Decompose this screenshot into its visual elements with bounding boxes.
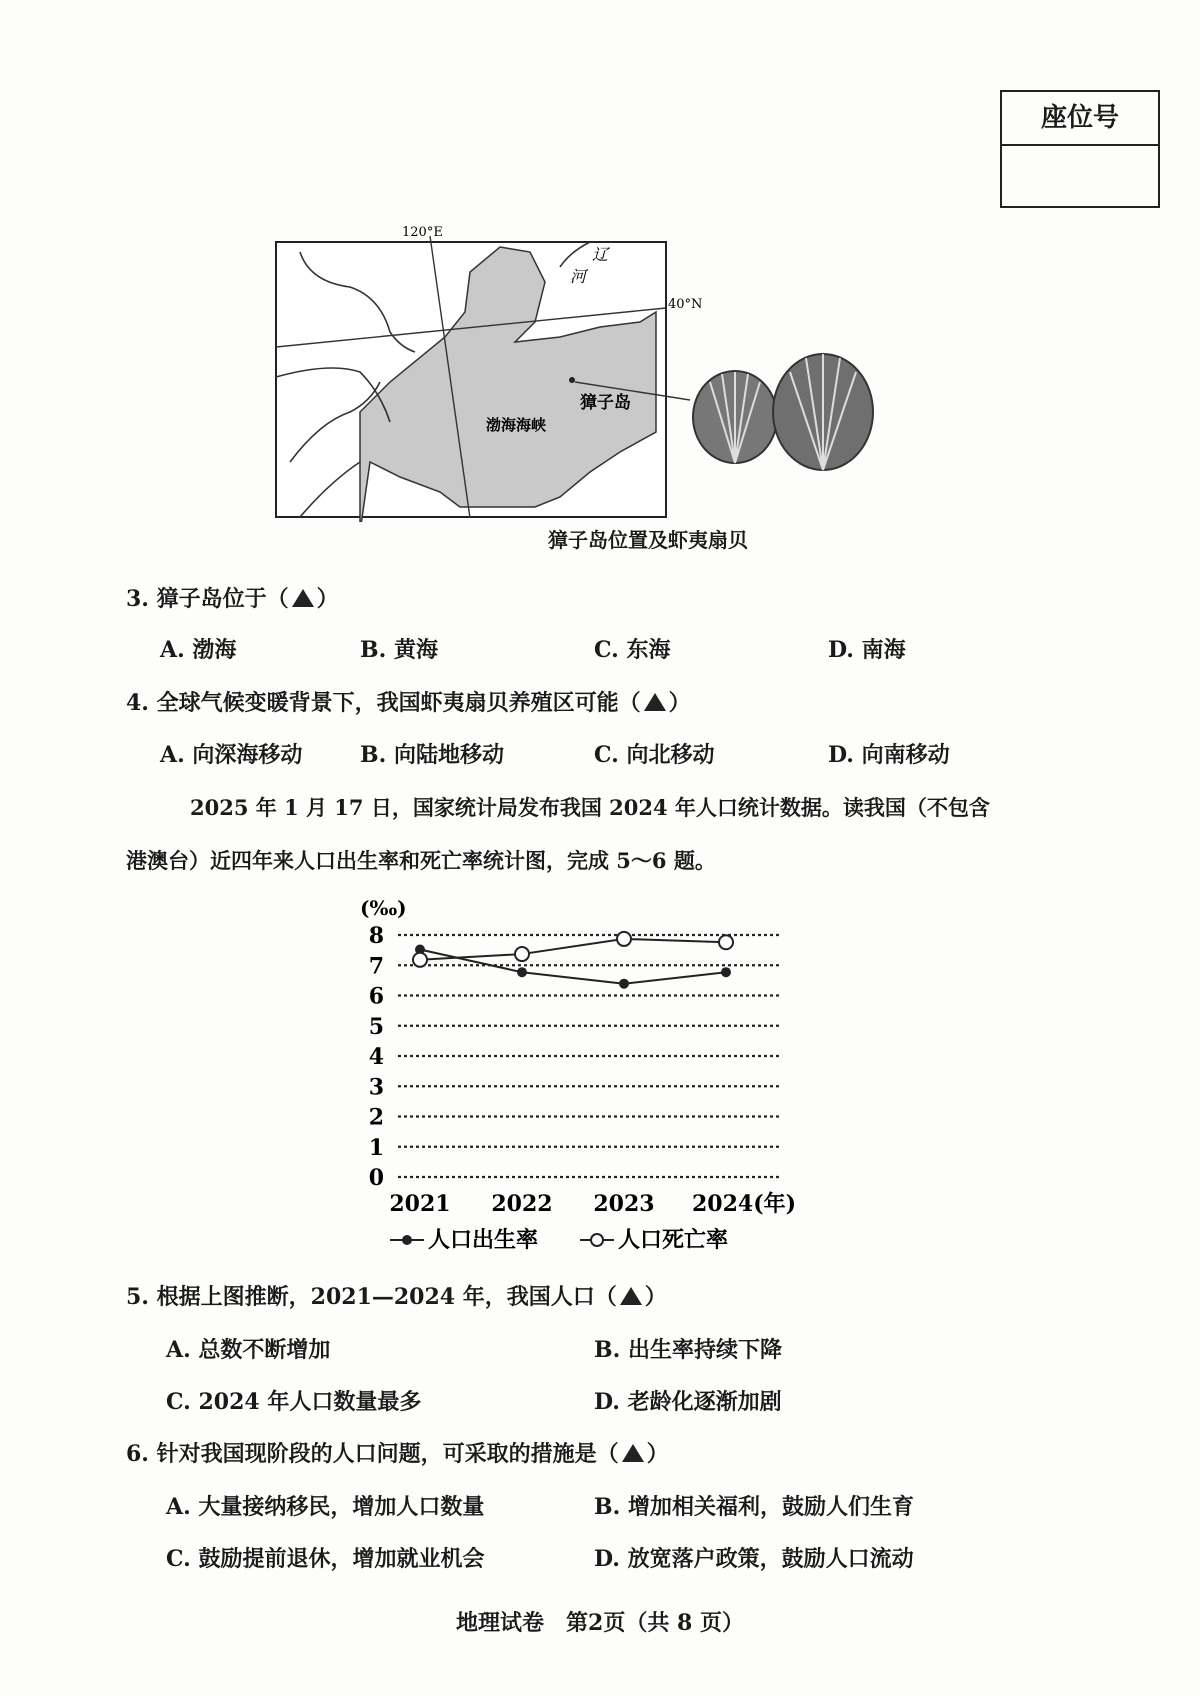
- y-tick-label: 8: [368, 923, 384, 949]
- question-stem: 根据上图推断，2021—2024 年，我国人口（: [156, 1284, 617, 1310]
- option-d[interactable]: D. 向南移动: [828, 742, 950, 768]
- death-rate-point: [413, 953, 427, 967]
- zhangzi-island-map: [270, 222, 890, 522]
- answer-triangle-icon: [622, 1444, 644, 1462]
- question-number: 6.: [126, 1441, 149, 1467]
- option-c[interactable]: C. 向北移动: [594, 742, 715, 768]
- answer-triangle-icon: [644, 693, 666, 711]
- option-c[interactable]: C. 鼓励提前退休，增加就业机会: [166, 1546, 485, 1572]
- river-label: 河: [570, 267, 587, 286]
- question-number: 3.: [126, 586, 149, 612]
- legend-marker: [402, 1235, 412, 1245]
- option-b[interactable]: B. 出生率持续下降: [594, 1337, 782, 1363]
- question-3: 3. 獐子岛位于（ ）: [126, 586, 339, 612]
- question-5: 5. 根据上图推断，2021—2024 年，我国人口（ ）: [126, 1284, 667, 1310]
- question-number: 5.: [126, 1284, 149, 1310]
- intro-line-2: 港澳台）近四年来人口出生率和死亡率统计图，完成 5～6 题。: [126, 848, 716, 873]
- answer-triangle-icon: [292, 589, 314, 607]
- intro-line-1: 2025 年 1 月 17 日，国家统计局发布我国 2024 年人口统计数据。读我国（不包含: [190, 795, 990, 820]
- option-c[interactable]: C. 2024 年人口数量最多: [166, 1389, 422, 1415]
- answer-triangle-icon: [620, 1287, 642, 1305]
- option-b[interactable]: B. 黄海: [360, 637, 438, 663]
- river-label: 辽: [592, 245, 609, 264]
- option-a[interactable]: A. 大量接纳移民，增加人口数量: [166, 1494, 485, 1520]
- y-tick-label: 1: [368, 1134, 384, 1161]
- question-4: 4. 全球气候变暖背景下，我国虾夷扇贝养殖区可能（ ）: [126, 690, 691, 716]
- option-b[interactable]: B. 增加相关福利，鼓励人们生育: [594, 1494, 914, 1520]
- strait-label: 渤海海峡: [486, 416, 547, 434]
- longitude-label: 120°E: [402, 225, 443, 240]
- seat-number-label: 座位号: [1002, 92, 1158, 146]
- y-tick-label: 6: [368, 983, 384, 1010]
- series-line-birth-rate: [420, 950, 726, 984]
- death-rate-point: [719, 935, 733, 949]
- question-stem: 獐子岛位于（: [156, 586, 289, 612]
- y-tick-label: 3: [368, 1074, 384, 1101]
- question-stem: 针对我国现阶段的人口问题，可采取的措施是（: [156, 1441, 619, 1467]
- series-line-death-rate: [420, 939, 726, 960]
- legend-marker: [591, 1234, 603, 1246]
- question-stem: 全球气候变暖背景下，我国虾夷扇贝养殖区可能（: [156, 690, 641, 716]
- legend-label: 人口出生率: [428, 1227, 539, 1253]
- page-footer: 地理试卷 第2页（共 8 页）: [456, 1610, 744, 1636]
- option-a[interactable]: A. 渤海: [160, 637, 237, 663]
- island-label: 獐子岛: [580, 393, 631, 413]
- latitude-label: 40°N: [668, 297, 703, 312]
- birth-rate-point: [517, 967, 527, 977]
- question-number: 4.: [126, 690, 149, 716]
- question-6: 6. 针对我国现阶段的人口问题，可采取的措施是（ ）: [126, 1441, 669, 1467]
- option-d[interactable]: D. 南海: [828, 637, 906, 663]
- map-caption: 獐子岛位置及虾夷扇贝: [548, 528, 748, 552]
- population-rate-chart: [340, 885, 820, 1265]
- y-tick-label: 2: [368, 1104, 384, 1131]
- y-tick-label: 4: [368, 1044, 384, 1070]
- x-tick-label: 2024(年): [691, 1191, 797, 1217]
- x-tick-label: 2021: [389, 1191, 451, 1217]
- option-a[interactable]: A. 向深海移动: [160, 742, 303, 768]
- option-c[interactable]: C. 东海: [594, 637, 671, 663]
- death-rate-point: [617, 932, 631, 946]
- y-tick-label: 0: [368, 1165, 384, 1191]
- option-a[interactable]: A. 总数不断增加: [166, 1337, 331, 1363]
- death-rate-point: [515, 947, 529, 961]
- option-d[interactable]: D. 放宽落户政策，鼓励人口流动: [594, 1546, 914, 1572]
- birth-rate-point: [721, 967, 731, 977]
- y-axis-unit: (‰): [360, 896, 407, 920]
- option-d[interactable]: D. 老龄化逐渐加剧: [594, 1389, 782, 1415]
- option-b[interactable]: B. 向陆地移动: [360, 742, 504, 768]
- x-tick-label: 2022: [491, 1191, 553, 1217]
- scallop-shell-illustration: [693, 354, 873, 470]
- birth-rate-point: [619, 979, 629, 989]
- seat-number-box: [1000, 90, 1160, 208]
- legend-label: 人口死亡率: [618, 1227, 729, 1253]
- x-tick-label: 2023: [593, 1191, 655, 1217]
- y-tick-label: 7: [368, 953, 384, 980]
- island-marker: [569, 377, 575, 383]
- y-tick-label: 5: [368, 1013, 384, 1040]
